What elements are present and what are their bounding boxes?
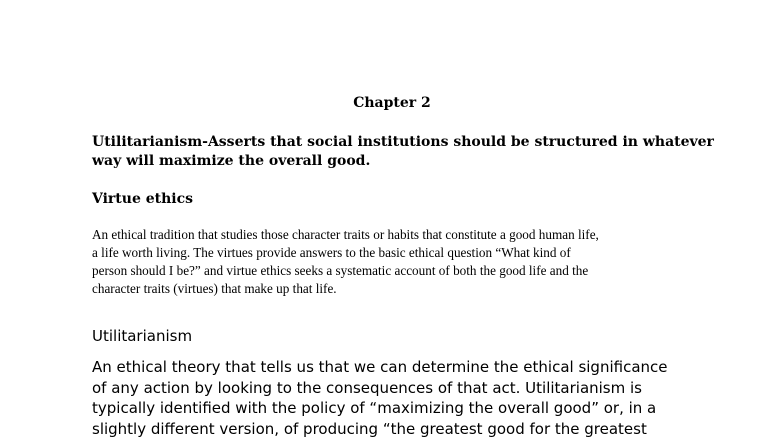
paragraph-line: slightly different version, of producing “the greatest good for the greatest — [92, 419, 647, 438]
paragraph-line: character traits (virtues) that make up that life. — [92, 281, 337, 296]
definition-line: way will maximize the overall good. — [92, 153, 371, 169]
paragraph-line: An ethical theory that tells us that we can determine the ethical significance — [92, 358, 668, 376]
definition-line: Utilitarianism-Asserts that social institutions should be structured in whatever — [92, 134, 714, 150]
paragraph-line: typically identified with the policy of “maximizing the overall good” or, in a — [92, 399, 657, 417]
paragraph-line: a life worth living. The virtues provide answers to the basic ethical question “What kind of — [92, 245, 571, 260]
utilitarianism-paragraph — [92, 357, 692, 439]
paragraph-line: person should I be?” and virtue ethics seeks a systematic account of both the good life and the — [92, 263, 589, 278]
virtue-ethics-paragraph — [92, 226, 692, 298]
chapter-title: Chapter 2 — [353, 95, 431, 111]
utilitarianism-definition — [92, 133, 714, 171]
paragraph-line: An ethical tradition that studies those character traits or habits that constitute a good human life, — [92, 227, 599, 242]
utilitarianism-heading: Utilitarianism — [92, 327, 193, 345]
paragraph-line: of any action by looking to the consequences of that act. Utilitarianism is — [92, 378, 642, 397]
virtue-ethics-heading: Virtue ethics — [92, 191, 194, 207]
